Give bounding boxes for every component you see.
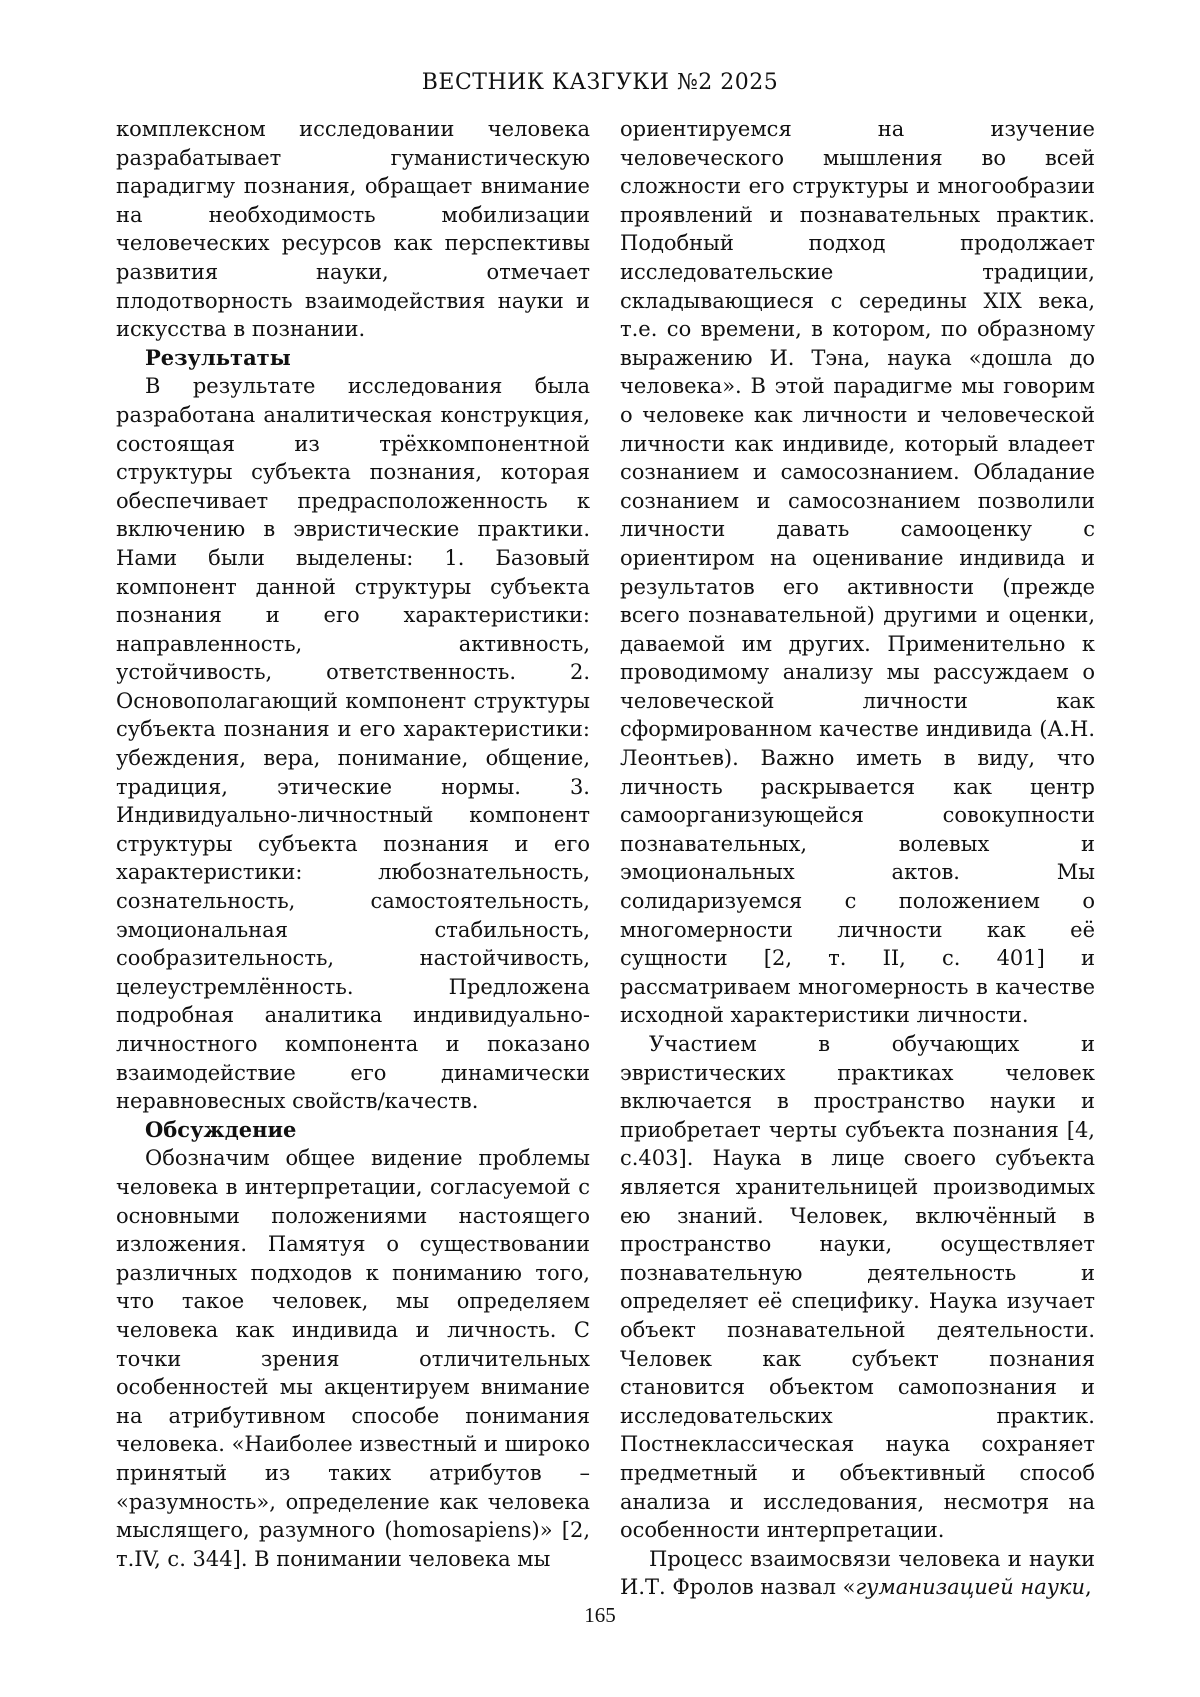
right-paragraph-2: Участием в обучающих и эвристических практиках человек включается в пространство науки и приобретает черты субъекта познания [4, с.403]. Наука в лице своего субъекта является хранительницей производимых ею знаний. Человек, включённый в пространство науки, осуществляет познавательную деятельность и определяет её специфику. Наука изучает объект познавательной деятельности. Человек как субъект познания становится объектом самопознания и исследовательских практик. Постнеклассическая наука сохраняет предметный и объективный способ анализа и исследования, несмотря на особенности интерпретации. bbox=[620, 1032, 1095, 1543]
left-paragraph-3: Обозначим общее видение проблемы человека в интерпретации, согласуемой с основными положениями настоящего изложения. Памятуя о существовании различных подходов к пониманию того, что такое человек, мы определяем человека как индивида и личность. С точки зрения отличительных особенностей мы акцентируем внимание на атрибутивном способе понимания человека. «Наиболее известный и широко принятый из таких атрибутов – «разумность», определение как человека мыслящего, разумного (homosapiens)» [2, т.IV, с. 344]. В понимании человека мы bbox=[116, 1146, 590, 1571]
section-heading-results: Результаты bbox=[145, 344, 291, 370]
right-paragraph-3-start: Процесс взаимосвязи человека и науки И.Т. Фролов назвал « bbox=[620, 1546, 1095, 1600]
section-heading-discussion: Обсуждение bbox=[145, 1116, 297, 1142]
right-column bbox=[620, 115, 1095, 1602]
journal-header: ВЕСТНИК КАЗГУКИ №2 2025 bbox=[421, 70, 779, 95]
page-number: 165 bbox=[584, 1603, 616, 1627]
right-paragraph-3-end: , bbox=[1085, 1575, 1092, 1600]
right-paragraph-3 bbox=[620, 1545, 1095, 1602]
left-column bbox=[116, 115, 590, 1573]
emphasis-humanization: гуманизацией науки bbox=[855, 1575, 1085, 1600]
right-paragraph-1: ориентируемся на изучение человеческого мышления во всей сложности его структуры и многообразии проявлений и познавательных практик. Подобный подход продолжает исследовательские традиции, складывающиеся с середины XIX века, т.е. со времени, в котором, по образному выражению И. Тэна, наука «дошла до человека». В этой парадигме мы говорим о человеке как личности и человеческой личности как индивиде, который владеет сознанием и самосознанием. Обладание сознанием и самосознанием позволили личности давать самооценку с ориентиром на оценивание индивида и результатов его активности (прежде всего познавательной) другими и оценки, даваемой им других. Применительно к проводимому анализу мы рассуждаем о человеческой личности как сформированном качестве индивида (А.Н. Леонтьев). Важно иметь в виду, что личность раскрывается как центр самоорганизующейся совокупности познавательных, волевых и эмоциональных актов. Мы солидаризуемся с положением о многомерности личности как её сущности [2, т. II, с. 401] и рассматриваем многомерность в качестве исходной характеристики личности. bbox=[620, 117, 1095, 1028]
left-paragraph-1: комплексном исследовании человека разрабатывает гуманистическую парадигму познания, обращает внимание на необходимость мобилизации человеческих ресурсов как перспективы развития науки, отмечает плодотворность взаимодействия науки и искусства в познании. bbox=[116, 117, 590, 342]
left-paragraph-2: В результате исследования была разработана аналитическая конструкция, состоящая из трёхкомпонентной структуры субъекта познания, которая обеспечивает предрасположенность к включению в эвристические практики. Нами были выделены: 1. Базовый компонент данной структуры субъекта познания и его характеристики: направленность, активность, устойчивость, ответственность. 2. Основополагающий компонент структуры субъекта познания и его характеристики: убеждения, вера, понимание, общение, традиция, этические нормы. 3. Индивидуально-личностный компонент структуры субъекта познания и его характеристики: любознательность, сознательность, самостоятельность, эмоциональная стабильность, сообразительность, настойчивость, целеустремлённость. Предложена подробная аналитика индивидуально-личностного компонента и показано взаимодействие его динамически неравновесных свойств/качеств. bbox=[116, 374, 590, 1114]
